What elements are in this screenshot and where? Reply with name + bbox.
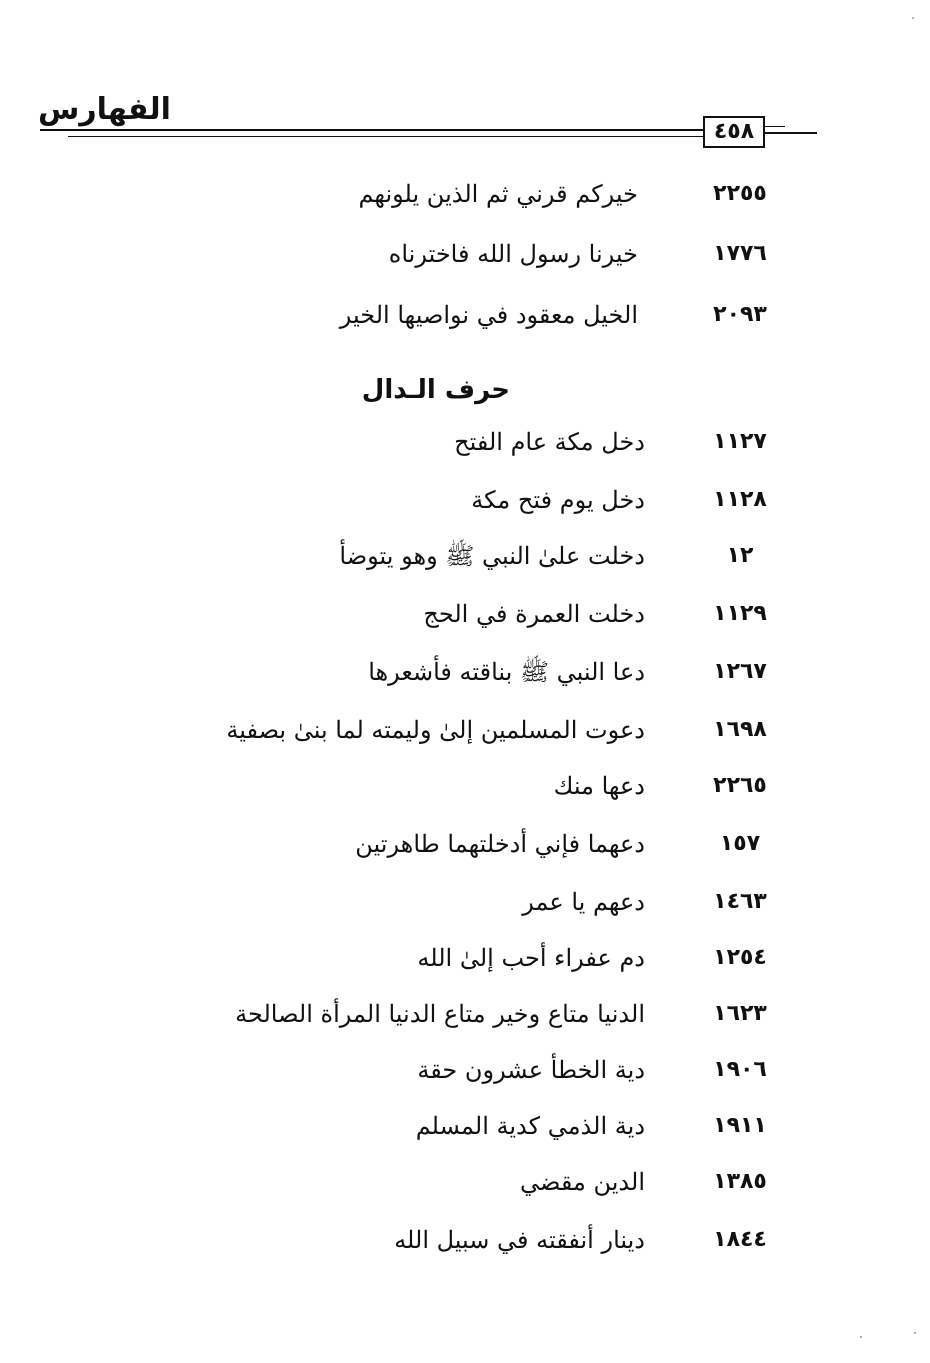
hadith-text: خيركم قرني ثم الذين يلونهم (358, 180, 638, 208)
hadith-text: دخل مكة عام الفتح (454, 428, 645, 456)
hadith-text: الدين مقضي (520, 1168, 645, 1196)
scan-speck (914, 1332, 916, 1334)
running-header-title: الفهارس (38, 92, 171, 127)
index-entry (0, 1164, 930, 1200)
scan-speck (860, 1336, 862, 1338)
index-entry (0, 297, 930, 333)
header-rule-right-top (765, 126, 785, 127)
index-entry (0, 176, 930, 212)
hadith-number: ١١٢٧ (713, 429, 767, 454)
hadith-number: ١١٢٩ (713, 601, 767, 626)
scan-speck (912, 17, 914, 19)
index-entry (0, 236, 930, 272)
hadith-number: ١٩٠٦ (713, 1057, 767, 1082)
index-entry (0, 654, 930, 690)
hadith-number: ١٨٤٤ (713, 1227, 767, 1252)
hadith-text: دعها منك (553, 772, 645, 800)
hadith-number: ١٧٧٦ (713, 241, 767, 266)
hadith-text: الدنيا متاع وخير متاع الدنيا المرأة الصالحة (235, 1000, 645, 1028)
index-entry (0, 768, 930, 804)
hadith-text: دخلت علىٰ النبي ﷺ وهو يتوضأ (339, 542, 645, 570)
hadith-text: دعهم يا عمر (522, 888, 645, 916)
header-rule-bottom (68, 136, 705, 137)
hadith-number: ١٢ (726, 543, 754, 568)
hadith-text: دية الذمي كدية المسلم (415, 1112, 645, 1140)
index-entry (0, 940, 930, 976)
hadith-number: ١١٢٨ (713, 487, 767, 512)
hadith-number: ١٦٢٣ (713, 1001, 767, 1026)
index-entry (0, 424, 930, 460)
hadith-number: ١٩١١ (713, 1113, 767, 1138)
hadith-text: دينار أنفقته في سبيل الله (394, 1226, 645, 1254)
index-entry (0, 1222, 930, 1258)
hadith-text: دعا النبي ﷺ بناقته فأشعرها (368, 658, 645, 686)
index-entry (0, 1052, 930, 1088)
index-entry (0, 1108, 930, 1144)
header-rule-top (40, 129, 705, 131)
hadith-text: دعهما فإني أدخلتهما طاهرتين (355, 830, 645, 858)
index-entry (0, 712, 930, 748)
header-rule-right (765, 132, 817, 134)
index-entry (0, 596, 930, 632)
hadith-text: دم عفراء أحب إلىٰ الله (417, 944, 645, 972)
hadith-number: ٢٢٦٥ (713, 773, 767, 798)
index-entry (0, 996, 930, 1032)
hadith-number: ١٥٧ (719, 831, 761, 856)
hadith-number: ١٢٥٤ (713, 945, 767, 970)
hadith-text: دعوت المسلمين إلىٰ وليمته لما بنىٰ بصفية (226, 716, 645, 744)
hadith-text: الخيل معقود في نواصيها الخير (339, 301, 638, 329)
page-number: ٤٥٨ (703, 116, 765, 148)
hadith-text: دخلت العمرة في الحج (423, 600, 645, 628)
hadith-number: ٢٢٥٥ (713, 181, 767, 206)
hadith-text: دخل يوم فتح مكة (471, 486, 645, 514)
hadith-number: ١٣٨٥ (713, 1169, 767, 1194)
index-entry (0, 482, 930, 518)
hadith-text: خيرنا رسول الله فاخترناه (388, 240, 638, 268)
hadith-number: ١٦٩٨ (713, 717, 767, 742)
hadith-number: ١٢٦٧ (713, 659, 767, 684)
hadith-number: ١٤٦٣ (713, 889, 767, 914)
hadith-number: ٢٠٩٣ (713, 302, 767, 327)
index-entry (0, 884, 930, 920)
hadith-text: دية الخطأ عشرون حقة (417, 1056, 645, 1084)
index-entry (0, 538, 930, 574)
section-heading: حرف الـدال (361, 375, 510, 405)
index-entry (0, 826, 930, 862)
